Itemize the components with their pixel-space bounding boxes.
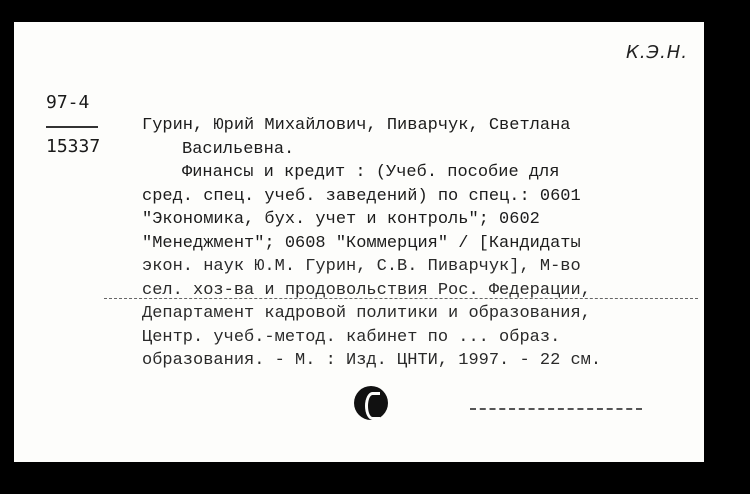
call-number-bottom: 15337: [46, 136, 101, 157]
bibliographic-entry: [142, 114, 702, 373]
scan-artifact-rule: [104, 298, 698, 299]
entry-line: Васильевна.: [182, 139, 295, 159]
entry-line: Центр. учеб.-метод. кабинет по ... образ.: [142, 327, 561, 347]
handwritten-mark: К.Э.Н.: [625, 42, 688, 63]
call-number-top: 97-4: [46, 92, 90, 113]
stamp-rule: [470, 408, 642, 410]
entry-line: "Экономика, бух. учет и контроль"; 0602: [142, 210, 540, 229]
entry-line: Финансы и кредит : (Учеб. пособие для: [182, 163, 560, 182]
call-number-divider: [46, 126, 98, 128]
entry-line: экон. наук Ю.М. Гурин, С.В. Пиварчук], М-во: [142, 257, 581, 276]
entry-line: сред. спец. учеб. заведений) по спец.: 0601: [142, 186, 581, 206]
entry-line: образования. - М. : Изд. ЦНТИ, 1997. - 22 см.: [142, 351, 602, 370]
catalog-card: [14, 22, 704, 462]
entry-line: Гурин, Юрий Михайлович, Пиварчук, Светлана: [142, 116, 571, 135]
library-stamp-icon: [354, 386, 388, 420]
entry-line: Департамент кадровой политики и образования,: [142, 304, 591, 323]
entry-line: сел. хоз-ва и продовольствия Рос. Федерации,: [142, 280, 591, 300]
entry-line: "Менеджмент"; 0608 "Коммерция" / [Кандидаты: [142, 233, 581, 253]
